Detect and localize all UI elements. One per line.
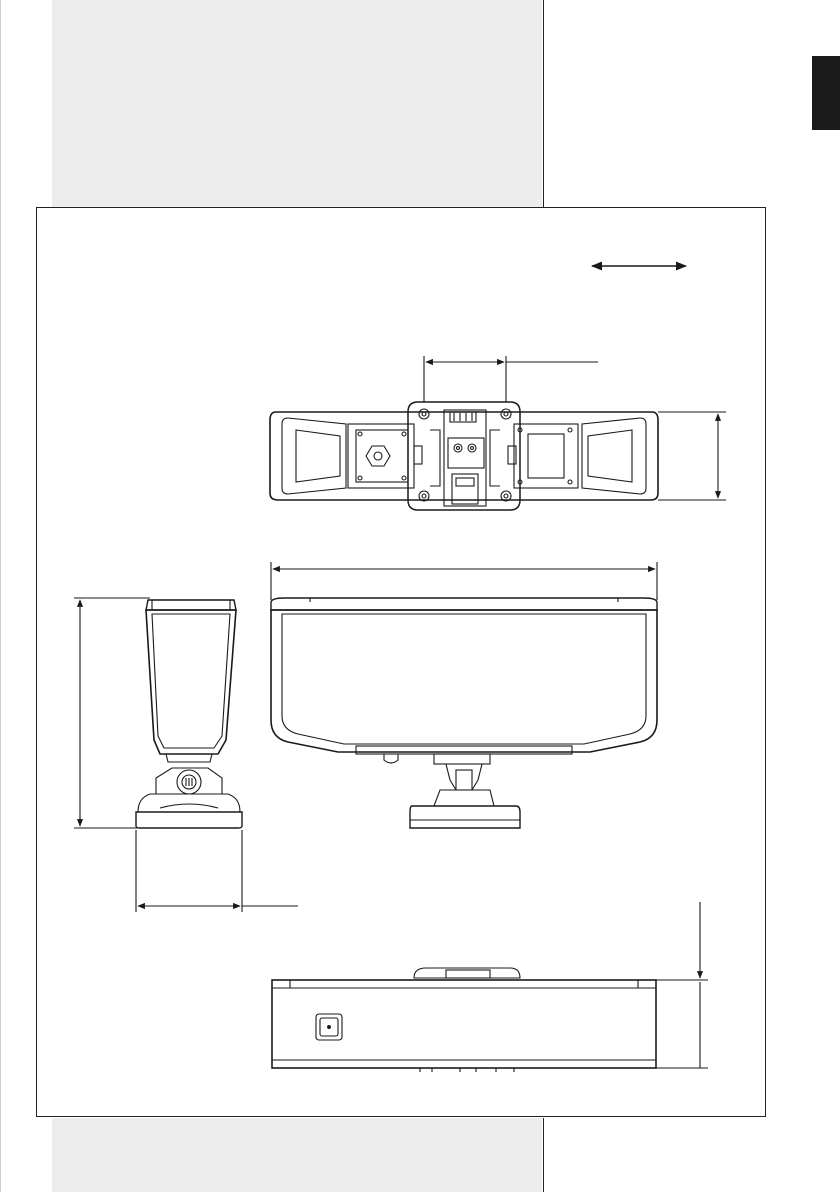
rear-view bbox=[272, 902, 708, 1072]
top-view bbox=[270, 356, 726, 510]
column-divider-bottom bbox=[543, 1118, 544, 1192]
front-view bbox=[271, 562, 657, 828]
side-view bbox=[74, 598, 298, 912]
gray-footer-band bbox=[52, 1118, 542, 1192]
